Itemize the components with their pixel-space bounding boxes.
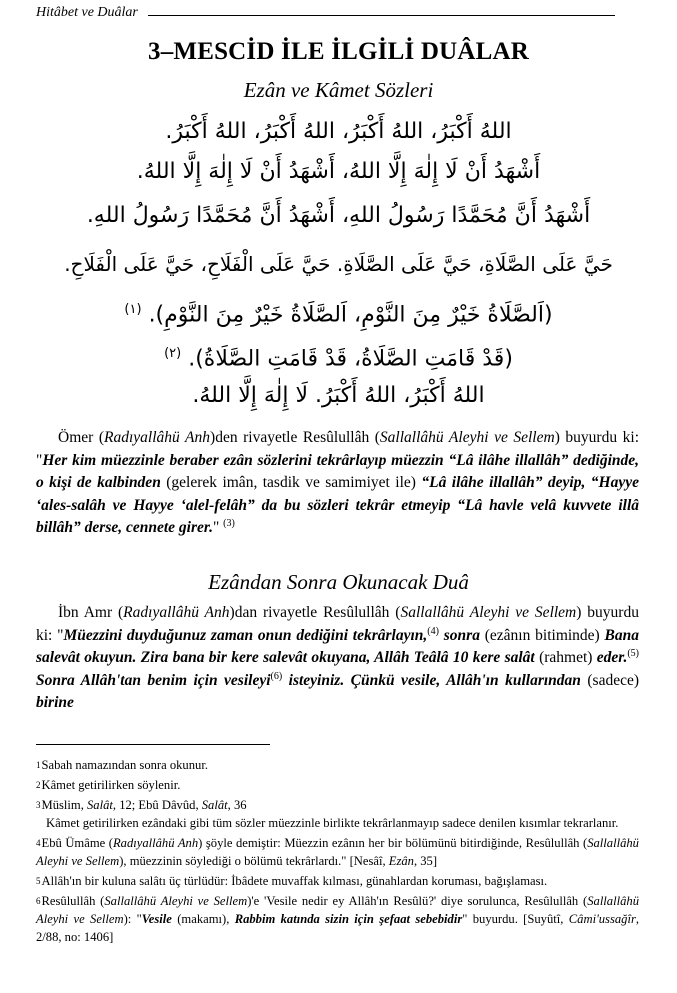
- footnote-ref-6[interactable]: (6): [270, 670, 283, 682]
- text-bold: isteyiniz. Çünkü vesile, Allâh'ın kullarından: [282, 671, 581, 689]
- text: ": [212, 519, 224, 536]
- arabic-line-5: [60, 292, 617, 333]
- footnote-1: [36, 756, 639, 774]
- text: Resûlullâh (: [41, 894, 105, 908]
- footnote-rule: [36, 744, 270, 745]
- footnotes: [36, 756, 639, 948]
- text: ) buyurdu ki: ": [36, 604, 639, 644]
- text-italic: Salât: [87, 798, 113, 812]
- footnote-text: Allâh'ın bir kuluna salâtı üç türlüdür: İbâdete muvaffak kılması, günahlardan koruması, bağışlaması.: [41, 874, 548, 888]
- text: Müslim,: [41, 798, 87, 812]
- text-bold: Sonra Allâh'tan benim için vesileyi: [36, 671, 271, 689]
- footnote-number: 6: [36, 896, 41, 906]
- text: , 35]: [413, 854, 438, 868]
- text-bold: Müezzini duyduğunuz zaman onun dediğini tekrârlayın,: [63, 626, 428, 644]
- footnote-3: [36, 796, 639, 814]
- text: İbn Amr (: [58, 604, 124, 621]
- hadith-paragraph-1: [36, 427, 639, 540]
- arabic-line-6: [60, 336, 617, 377]
- text-bold: birine: [36, 694, 74, 711]
- text-bold: “Lâ ilâhe illallâh” deyip, “Hayye ‘ales-salâh ve Hayye ‘alel-felâh” da bu sözleri tekrâr etmeyip “Lâ havle velâ kuvvete illâ billâh” derse, cennete girer.: [36, 474, 639, 536]
- arabic-line-4: حَيَّ عَلَى الصَّلَاةِ، حَيَّ عَلَى الصَّلَاةِ. حَيَّ عَلَى الْفَلَاحِ، حَيَّ عَلَى الْفَلَاحِ.: [64, 252, 613, 276]
- arabic-line-5-text: (اَلصَّلَاةُ خَيْرٌ مِنَ النَّوْمِ، اَلصَّلَاةُ خَيْرٌ مِنَ النَّوْمِ).: [148, 302, 553, 328]
- header-title: Hitâbet ve Duâlar: [36, 5, 138, 20]
- text: (sadece): [580, 671, 640, 689]
- text: ) buyurdu ki: ": [36, 429, 639, 469]
- text-italic: Sallallâhü Aleyhi ve Sellem: [36, 894, 639, 926]
- chapter-title: 3–MESCİD İLE İLGİLİ DUÂLAR: [148, 38, 529, 65]
- text-bold: eder.: [596, 649, 628, 666]
- hadith-paragraph-2: [36, 602, 639, 715]
- footnote-3-continuation: Kâmet getirilirken ezândaki gibi tüm sözler müezzinle birlikte tekrârlanmayıp sadece denilen kısımlar tekrarlanır.: [46, 816, 619, 830]
- footnote-number: 2: [36, 780, 41, 790]
- header-rule: [148, 15, 615, 16]
- text: ): ": [123, 912, 142, 926]
- text: " buyurdu. [Suyûtî,: [462, 912, 569, 926]
- footnote-2: [36, 776, 639, 794]
- footnote-ref-5[interactable]: (5): [627, 647, 640, 659]
- footnote-number: 5: [36, 876, 41, 886]
- text: )'e 'Vesile nedir ey Allâh'ın Resûlü?' diye sorulunca, Resûlullâh (: [247, 894, 588, 908]
- text: , 12; Ebû Dâvûd,: [112, 798, 202, 812]
- text-italic: Radıyallâhü Anh: [112, 836, 199, 850]
- text-italic: Sallallâhü Aleyhi ve Sellem: [400, 604, 577, 621]
- text-italic: Radıyallâhü Anh: [123, 604, 230, 621]
- text: (ezânın bitiminde): [479, 626, 605, 644]
- text: )den rivayetle Resûlullâh (: [210, 429, 380, 446]
- footnote-text: Kâmet getirilirken söylenir.: [41, 778, 181, 792]
- footnote-number: 4: [36, 838, 41, 848]
- arabic-line-2: أَشْهَدُ أَنْ لَا إِلٰهَ إِلَّا اللهُ، أَشْهَدُ أَنْ لَا إِلٰهَ إِلَّا اللهُ.: [136, 159, 541, 184]
- text: (rahmet): [534, 649, 597, 666]
- section-title-ezan: Ezân ve Kâmet Sözleri: [243, 78, 434, 102]
- text-bold: Her kim müezzinle beraber ezân sözlerini tekrârlayıp müezzin “Lâ ilâhe illallâh” dediğinde, o kişi de kalbinden: [36, 451, 639, 491]
- text: Ömer (: [58, 429, 105, 446]
- text-italic: Sallallâhü Aleyhi ve Sellem: [36, 836, 639, 868]
- running-header: [36, 4, 615, 26]
- footnote-6: [36, 892, 639, 946]
- text-italic: Ezân: [388, 854, 414, 868]
- arabic-line-6-text: (قَدْ قَامَتِ الصَّلَاةُ، قَدْ قَامَتِ الصَّلَاةُ).: [188, 346, 513, 372]
- text-italic: Radıyallâhü Anh: [104, 429, 211, 446]
- text-bold: Rabbim katında sizin için şefaat sebebidir: [234, 912, 463, 926]
- text: , 36: [227, 798, 247, 812]
- section-title-after-ezan: Ezândan Sonra Okunacak Duâ: [208, 570, 469, 594]
- arabic-line-1: اللهُ أَكْبَرُ، اللهُ أَكْبَرُ، اللهُ أَكْبَرُ، اللهُ أَكْبَرُ.: [165, 119, 512, 144]
- text-italic: Câmi'ussağîr: [568, 912, 636, 926]
- text: (gelerek imân, tasdik ve samimiyet ile): [160, 474, 422, 491]
- text: , 2/88, no: 1406]: [36, 912, 640, 944]
- text-bold: Vesile: [141, 912, 172, 926]
- text: (makamı),: [171, 912, 235, 926]
- footnote-5: [36, 872, 639, 890]
- text-bold: sonra: [438, 626, 480, 644]
- text-bold: Bana salevât okuyun. Zira bana bir kere salevât okuyana, Allâh Teâlâ 10 kere salât: [36, 626, 639, 666]
- text: ), müezzinin söylediği o bölümü tekrârlardı." [Nesâî,: [119, 854, 389, 868]
- footnote-number: 1: [36, 760, 41, 770]
- text: )dan rivayetle Resûlullâh (: [229, 604, 401, 621]
- text: ) şöyle demiştir: Müezzin ezânın her bir bölümünü bitirdiğinde, Resûlullâh (: [198, 836, 588, 850]
- footnote-ref-4[interactable]: (4): [427, 625, 439, 637]
- arabic-note-2: (٢): [164, 346, 182, 361]
- arabic-line-7: اللهُ أَكْبَرُ، اللهُ أَكْبَرُ. لَا إِلٰهَ إِلَّا اللهُ.: [192, 383, 485, 408]
- text-italic: Sallallâhü Aleyhi ve Sellem: [379, 429, 555, 446]
- footnote-text: Sabah namazından sonra okunur.: [41, 758, 208, 772]
- arabic-line-3: أَشْهَدُ أَنَّ مُحَمَّدًا رَسُولُ اللهِ، أَشْهَدُ أَنَّ مُحَمَّدًا رَسُولُ اللهِ.: [86, 203, 591, 228]
- footnote-ref-3[interactable]: (3): [223, 517, 235, 529]
- text: Ebû Ümâme (: [41, 836, 113, 850]
- footnote-number: 3: [36, 800, 41, 810]
- footnote-4: [36, 834, 639, 870]
- arabic-note-1: (١): [124, 302, 142, 317]
- text-italic: Salât: [201, 798, 228, 812]
- text-italic: Sallallâhü Aleyhi ve Sellem: [104, 894, 248, 908]
